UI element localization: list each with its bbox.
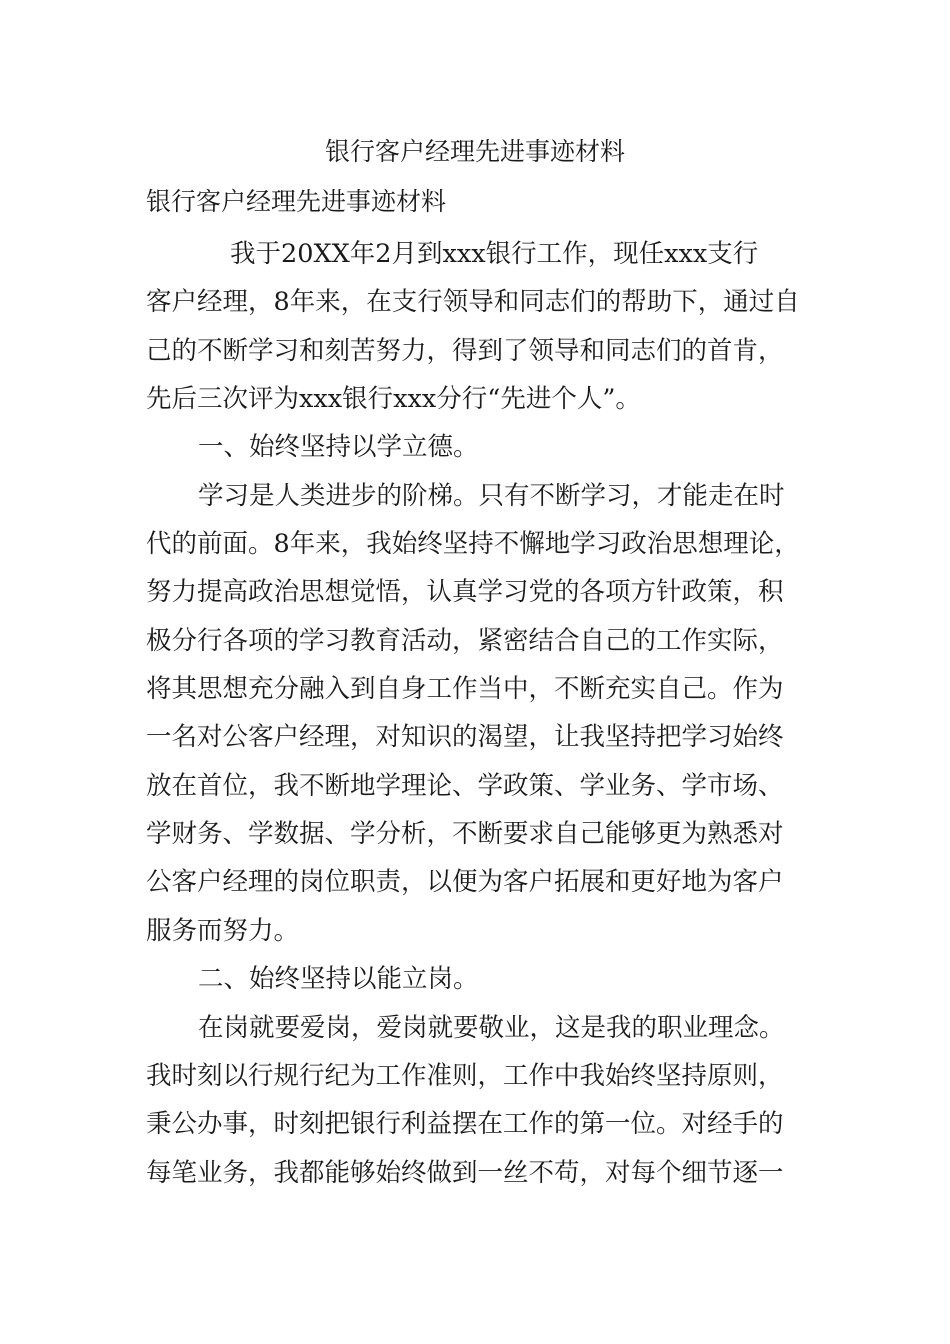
paragraph-line: 学财务、学数据、学分析，不断要求自己能够更为熟悉对 (146, 819, 784, 850)
paragraph-line: 己的不断学习和刻苦努力，得到了领导和同志们的首肯， (146, 335, 784, 366)
paragraph-line: 我于20XX年2月到xxx银行工作，现任xxx支行 (230, 239, 759, 269)
paragraph-line: 在岗就要爱岗，爱岗就要敬业，这是我的职业理念。 (198, 1012, 785, 1043)
paragraph-line: 学习是人类进步的阶梯。只有不断学习，才能走在时 (198, 480, 785, 511)
section-heading: 二、始终坚持以能立岗。 (198, 964, 479, 995)
paragraph-line: 努力提高政治思想觉悟，认真学习党的各项方针政策，积 (146, 577, 784, 608)
paragraph-line: 代的前面。8年来，我始终坚持不懈地学习政治思想理论， (146, 529, 800, 560)
document-body (146, 230, 806, 1197)
paragraph-line: 秉公办事，时刻把银行利益摆在工作的第一位。对经手的 (146, 1109, 784, 1140)
paragraph-line: 极分行各项的学习教育活动，紧密结合自己的工作实际， (146, 625, 784, 656)
paragraph-line: 客户经理，8年来，在支行领导和同志们的帮助下，通过自 (146, 287, 800, 318)
section-heading: 一、始终坚持以学立德。 (198, 432, 479, 463)
paragraph-line: 服务而努力。 (146, 915, 300, 946)
paragraph-line: 公客户经理的岗位职责，以便为客户拓展和更好地为客户 (146, 867, 784, 898)
document-title: 银行客户经理先进事迹材料 (324, 137, 625, 166)
paragraph-line: 我时刻以行规行纪为工作准则，工作中我始终坚持原则， (146, 1060, 784, 1091)
paragraph-line: 每笔业务，我都能够始终做到一丝不苟，对每个细节逐一 (146, 1157, 784, 1188)
document-subtitle: 银行客户经理先进事迹材料 (146, 187, 447, 216)
paragraph-line: 先后三次评为xxx银行xxx分行“先进个人”。 (146, 384, 641, 415)
paragraph-line: 一名对公客户经理，对知识的渴望，让我坚持把学习始终 (146, 722, 784, 753)
paragraph-line: 放在首位，我不断地学理论、学政策、学业务、学市场、 (146, 770, 784, 801)
paragraph-line: 将其思想充分融入到自身工作当中，不断充实自己。作为 (146, 674, 784, 705)
